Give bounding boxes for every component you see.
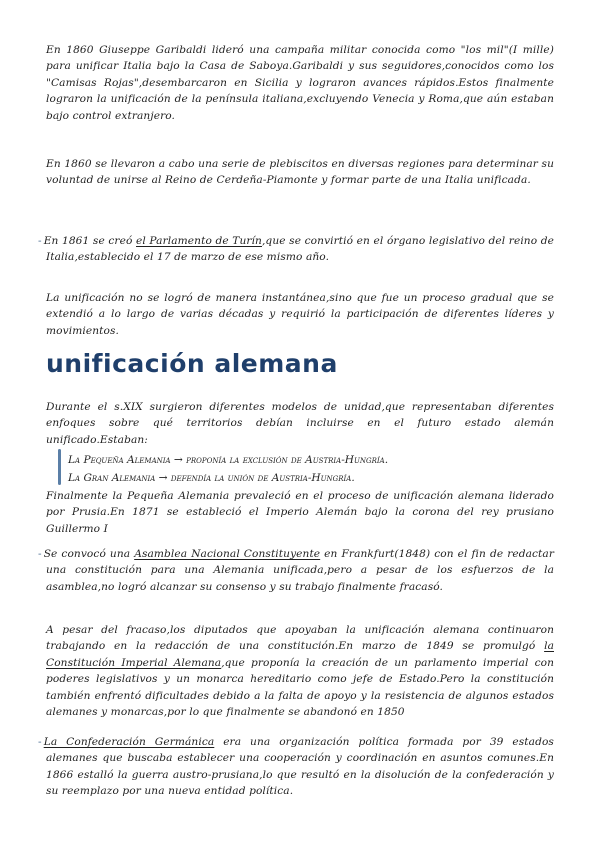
- paragraph-frankfurt-assembly: [38, 546, 554, 595]
- text-after: era una organización política formada por 39 estados alemanes que buscaba establecer una cooperación y coordinación en asuntos comunes.En 1866 estalló la guerra austro-prusiana,lo que resultó en la disolución de la confederación y su reemplazo por una nueva entidad política.: [46, 736, 554, 798]
- paragraph-imperial-constitution: [46, 622, 554, 720]
- underlined-term: Asamblea Nacional Constituyente: [134, 548, 321, 560]
- text-after: ,que proponía la creación de un parlamento imperial con poderes legislativos y un monarca hereditario como jefe de Estado.Pero la constitución también enfrentó dificultades debido a la falta de apoyo y la resistencia de algunos estados alemanes y monarcas,por lo que finalmente se abandonó en 1850: [46, 656, 554, 719]
- dash-marker: -: [38, 736, 42, 748]
- section-heading: unificación alemana: [46, 349, 338, 378]
- dash-marker: -: [38, 235, 42, 247]
- text-before: En 1861 se creó: [43, 235, 136, 247]
- text-after: ,que se convirtió en el órgano legislativo del reino de Italia,establecido el 17 de marzo de ese mismo año.: [46, 235, 555, 264]
- text-after: en Frankfurt(1848) con el fin de redactar una constitución para una Alemania unificada,pero a pesar de los esfuerzos de la asamblea,no logró alcanzar su consenso y su trabajo finalmente fracasó.: [46, 548, 554, 593]
- paragraph-confederation: [38, 734, 554, 800]
- paragraph-plebiscites: En 1860 se llevaron a cabo una serie de plebiscitos en diversas regiones para determinar su voluntad de unirse al Reino de Cerdeña-Piamonte y formar parte de una Italia unificada.: [46, 158, 554, 187]
- list-item-pequena-alemania: La Pequeña Alemania → proponía la exclusión de Austria-Hungría.: [68, 454, 389, 466]
- text-before: Se convocó una: [43, 548, 135, 560]
- underlined-term: la Constitución Imperial Alemana: [46, 640, 554, 669]
- paragraph-models: Durante el s.XIX surgieron diferentes modelos de unidad,que representaban diferentes enfoques sobre qué territorios debían incluirse en el futuro estado alemán unificado.Estaban:: [46, 401, 554, 446]
- underlined-term: La Confederación Germánica: [43, 736, 215, 748]
- paragraph-turin-parliament: [38, 233, 555, 266]
- list-item-gran-alemania: La Gran Alemania → defendía la unión de Austria-Hungría.: [68, 472, 355, 484]
- text-before: A pesar del fracaso,los diputados que apoyaban la unificación alemana continuaron trabajando en la redacción de una constitución.En marzo de 1849 se promulgó: [46, 624, 554, 653]
- list-bracket: [58, 449, 61, 485]
- paragraph-imperio-aleman: Finalmente la Pequeña Alemania prevaleció en el proceso de unificación alemana liderado por Prusia.En 1871 se estableció el Imperio Alemán bajo la corona del rey prusiano Guillermo I: [46, 490, 554, 535]
- underlined-term: el Parlamento de Turín: [136, 235, 262, 247]
- dash-marker: -: [38, 548, 42, 560]
- paragraph-garibaldi: En 1860 Giuseppe Garibaldi lideró una campaña militar conocida como "los mil"(I mille) para unificar Italia bajo la Casa de Saboya.Garibaldi y sus seguidores,conocidos como los "Camisas Rojas",desembarcaron en Sicilia y lograron avances rápidos.Estos finalmente lograron la unificación de la península italiana,excluyendo Venecia y Roma,que aún estaban bajo control extranjero.: [46, 44, 554, 122]
- paragraph-gradual-process: La unificación no se logró de manera instantánea,sino que fue un proceso gradual que se extendió a lo largo de varias décadas y requirió la participación de diferentes líderes y movimientos.: [46, 292, 554, 337]
